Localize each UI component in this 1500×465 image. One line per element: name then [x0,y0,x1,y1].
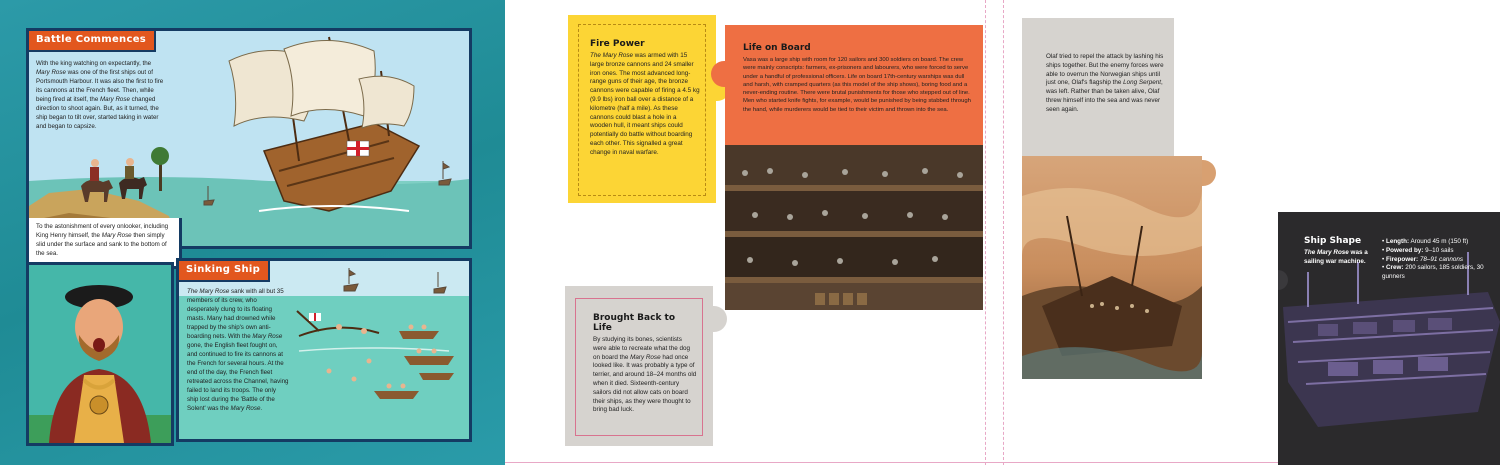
fold-line [985,0,986,465]
sea-battle-image [1022,156,1202,379]
life-on-board-box [725,25,983,145]
life-on-board-title: Life on Board [743,43,811,53]
fire-power-text: The Mary Rose was armed with 15 large bronze cannons and 24 smaller iron ones. The most advanced long-range guns of their age, the bronze cannons were capable of firing a 4.5 kg (9.9 lbs) iron ball over a distance of a kilometre (half a mile). As these cannons could blast a hole in a wooden hull, it meant ships could potentially do battle without boarding each other. This signalled a great change in naval warfare. [590,52,700,156]
sinking-text: The Mary Rose sank with all but 35 members of its crew, who desperately clung to its floating masts. Many had drowned while trapped by the ship's own anti-boarding nets. With the Mary Rose gone, the English fleet fought on, and continued to fire its cannons at the French for several hours. At the end of the day, the French fleet retreated across the Channel, having failed to land its troops. The only ship lost during the 'Battle of the Solent' was the Mary Rose. [187,288,289,412]
sinking-title: Sinking Ship [176,258,270,282]
ship-shape-heading [1304,236,1384,267]
brought-back-content [593,313,697,415]
vasa-model-image [725,145,983,310]
fire-power-content [590,39,700,158]
astonishment-text: To the astonishment of every onlooker, including King Henry himself, the Mary Rose then simply slid under the surface and sank to the bottom of the sea. [36,223,169,257]
fire-power-title: Fire Power [590,39,645,49]
left-page-spread [0,0,505,465]
battle-panel [26,28,472,249]
fact-item: • Length: Around 45 m (150 ft) [1382,238,1469,245]
fact-item: • Crew: 200 sailors, 185 soldiers, 30 gunners [1382,264,1484,281]
brought-back-text: By studying its bones, scientists were able to recreate what the dog on board the Mary Rose had once looked like. It was probably a type of terrier, and around 18–24 months old when it died. Sixteenth-century sailors did not allow cats on board their ships, as they were thought to bring bad luck. [593,336,697,414]
life-on-board-text: Vasa was a large ship with room for 120 sailors and 300 soldiers on board. The crew were mainly conscripts: farmers, ex-prisoners and labourers, who were forced to serve under a handful of professional officers. Life on board 17th-century warships was dull and harsh, with cramped quarters (as this model of the ship shows), boring food and a never-ending routine. There were brutal punishments for those who stepped out of line. Men who started knife fights, for example, would be punished by being stabbed through the hand, while murderers would be tied to their victim and thrown into the sea. [743,57,971,113]
brought-back-title: Brought Back to Life [593,313,676,333]
olaf-box [1022,18,1174,156]
fire-power-box [568,15,716,203]
vasa-model-photo [725,145,983,310]
king-henry-illustration [29,265,171,443]
brought-back-box [565,286,713,446]
sinking-panel [176,258,472,442]
fold-line [1003,0,1004,465]
life-on-board-content [743,43,975,114]
ship-shape-title: Ship Shape [1304,236,1362,246]
ship-shape-subtitle: The Mary Rose was a sailing war machine. [1304,249,1368,265]
fact-item: • Powered by: 9–10 sails [1382,246,1454,254]
battle-text: With the king watching on expectantly, the Mary Rose was one of the first ships out of Portsmouth Harbour. It was also the first to fire its cannons at the French fleet. Then, while being fired at itself, the Mary Rose changed direction to shoot again. But, as it turned, the ship began to tilt over, started taking in water and began to capsize. [36,60,164,130]
sea-battle-painting [1022,156,1202,379]
ship-shape-facts [1382,238,1494,282]
ship-shape-box [1278,212,1500,465]
battle-title: Battle Commences [26,28,156,52]
olaf-text: Olaf tried to repel the attack by lashing his ships together. But the enemy forces were able to overrun the Norwegian ships until just one, Olaf's flagship the Long Serpent, was left. Rather than be taken alive, Olaf threw himself into the sea and was never seen again. [1046,53,1164,113]
king-portrait-panel [26,262,174,446]
fact-item: • Firepower: 78–91 cannons [1382,255,1463,263]
tab-notch [1202,160,1216,186]
